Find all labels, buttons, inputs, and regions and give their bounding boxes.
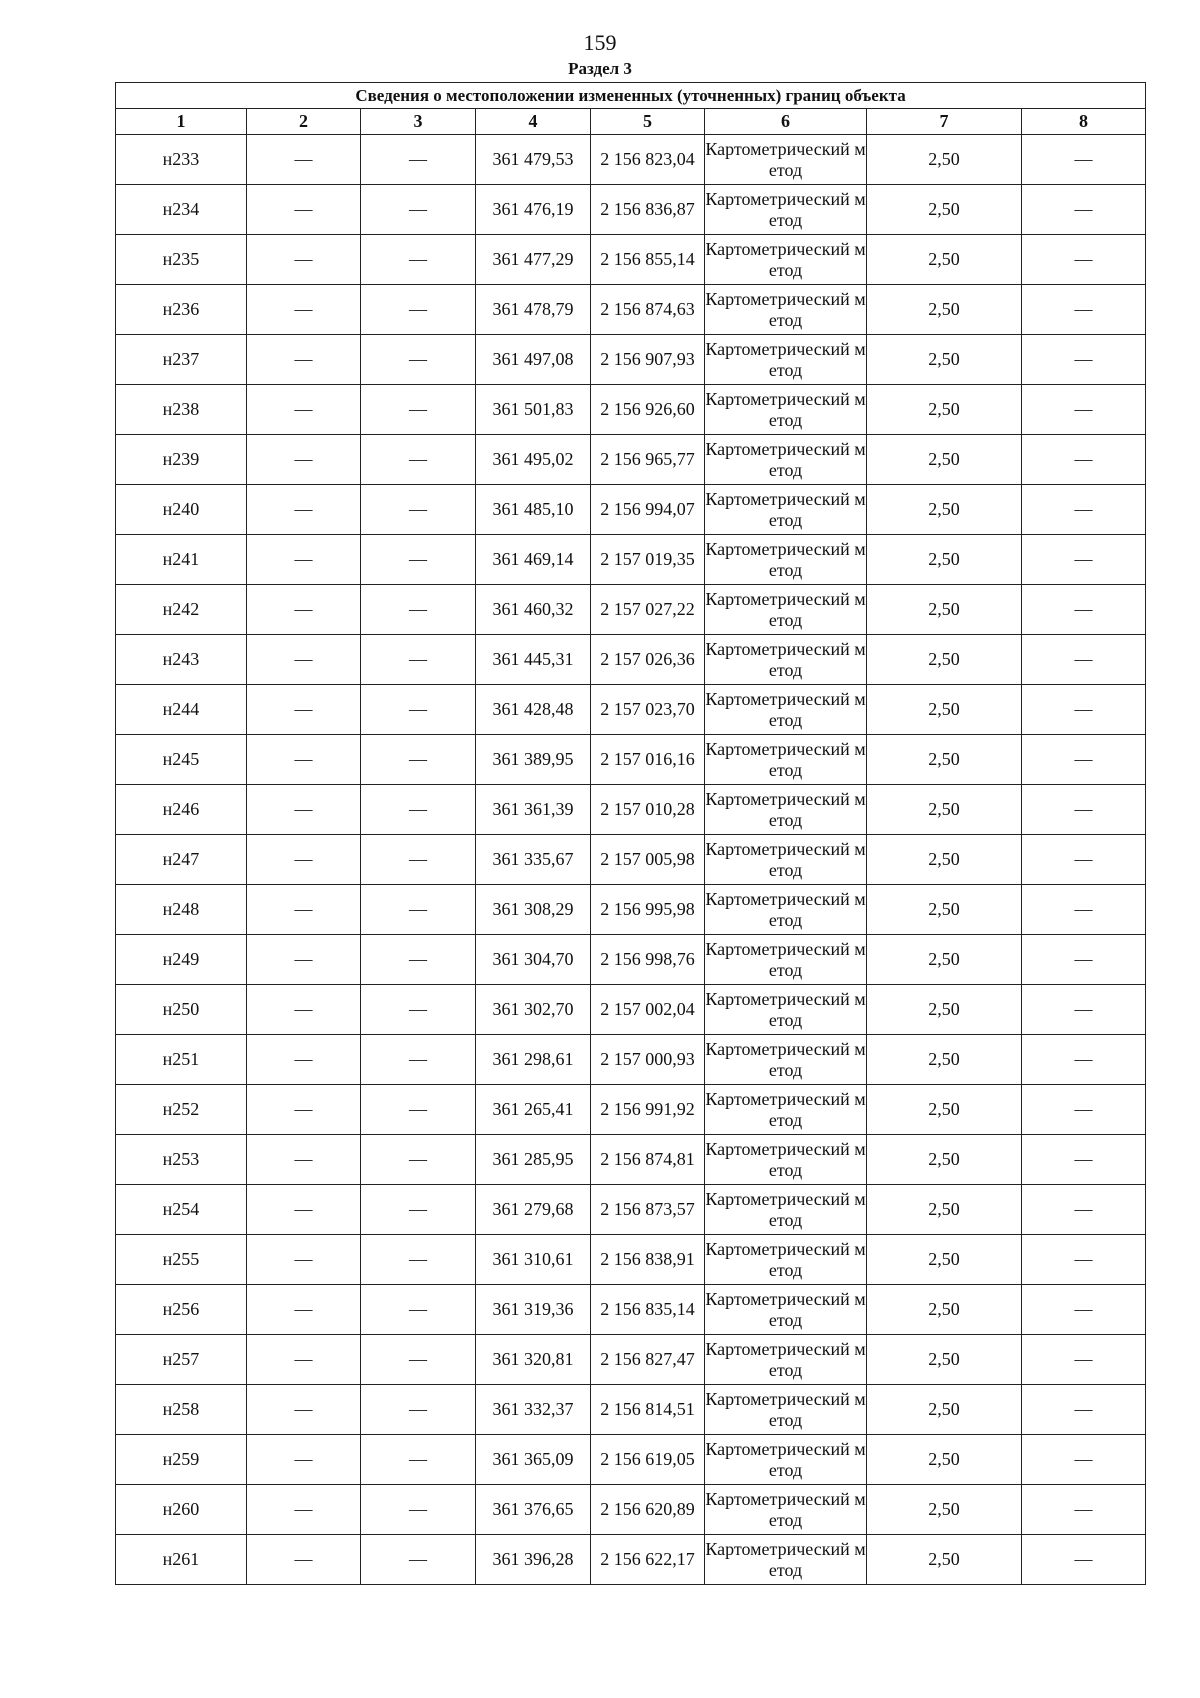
method-cell: Картометрический метод [705,885,867,935]
empty-value-cell: — [247,1035,361,1085]
empty-value-cell: — [361,1485,476,1535]
point-number-cell: н257 [116,1335,247,1385]
y-coordinate-cell: 2 156 823,04 [591,135,705,185]
method-cell: Картометрический метод [705,435,867,485]
table-row [116,335,1146,385]
x-coordinate-cell: 361 320,81 [476,1335,591,1385]
accuracy-cell: 2,50 [867,535,1022,585]
point-number-cell: н242 [116,585,247,635]
x-coordinate-cell: 361 335,67 [476,835,591,885]
empty-value-cell: — [361,385,476,435]
empty-value-cell: — [247,1385,361,1435]
method-cell: Картометрический метод [705,135,867,185]
empty-value-cell: — [247,885,361,935]
empty-value-cell: — [1022,585,1146,635]
empty-value-cell: — [361,935,476,985]
empty-value-cell: — [1022,235,1146,285]
empty-value-cell: — [1022,1435,1146,1485]
table-row [116,735,1146,785]
x-coordinate-cell: 361 469,14 [476,535,591,585]
accuracy-cell: 2,50 [867,1335,1022,1385]
empty-value-cell: — [247,1135,361,1185]
empty-value-cell: — [247,785,361,835]
page-number: 159 [583,30,617,55]
table-row [116,1035,1146,1085]
table-row [116,1435,1146,1485]
point-number-cell: н240 [116,485,247,535]
accuracy-cell: 2,50 [867,1035,1022,1085]
accuracy-cell: 2,50 [867,1185,1022,1235]
y-coordinate-cell: 2 156 827,47 [591,1335,705,1385]
y-coordinate-cell: 2 156 814,51 [591,1385,705,1435]
empty-value-cell: — [247,685,361,735]
accuracy-cell: 2,50 [867,985,1022,1035]
y-coordinate-cell: 2 156 855,14 [591,235,705,285]
empty-value-cell: — [361,435,476,485]
empty-value-cell: — [361,885,476,935]
empty-value-cell: — [1022,1535,1146,1585]
table-row [116,385,1146,435]
empty-value-cell: — [247,1285,361,1335]
point-number-cell: н237 [116,335,247,385]
empty-value-cell: — [1022,935,1146,985]
table-row [116,885,1146,935]
point-number-cell: н253 [116,1135,247,1185]
point-number-cell: н261 [116,1535,247,1585]
empty-value-cell: — [247,585,361,635]
column-header: 2 [247,109,361,135]
empty-value-cell: — [361,1235,476,1285]
point-number-cell: н255 [116,1235,247,1285]
empty-value-cell: — [247,985,361,1035]
table-row [116,1185,1146,1235]
y-coordinate-cell: 2 157 026,36 [591,635,705,685]
method-cell: Картометрический метод [705,385,867,435]
method-cell: Картометрический метод [705,285,867,335]
empty-value-cell: — [247,1485,361,1535]
empty-value-cell: — [1022,785,1146,835]
empty-value-cell: — [247,285,361,335]
empty-value-cell: — [361,735,476,785]
y-coordinate-cell: 2 156 619,05 [591,1435,705,1485]
accuracy-cell: 2,50 [867,935,1022,985]
method-cell: Картометрический метод [705,185,867,235]
empty-value-cell: — [1022,635,1146,685]
method-cell: Картометрический метод [705,685,867,735]
table-row [116,1135,1146,1185]
point-number-cell: н259 [116,1435,247,1485]
x-coordinate-cell: 361 298,61 [476,1035,591,1085]
empty-value-cell: — [361,185,476,235]
empty-value-cell: — [247,1235,361,1285]
empty-value-cell: — [1022,135,1146,185]
point-number-cell: н238 [116,385,247,435]
empty-value-cell: — [361,135,476,185]
point-number-cell: н236 [116,285,247,335]
y-coordinate-cell: 2 157 005,98 [591,835,705,885]
x-coordinate-cell: 361 285,95 [476,1135,591,1185]
point-number-cell: н250 [116,985,247,1035]
y-coordinate-cell: 2 157 002,04 [591,985,705,1035]
empty-value-cell: — [247,1085,361,1135]
y-coordinate-cell: 2 157 000,93 [591,1035,705,1085]
accuracy-cell: 2,50 [867,835,1022,885]
accuracy-cell: 2,50 [867,635,1022,685]
empty-value-cell: — [247,1535,361,1585]
point-number-cell: н249 [116,935,247,985]
empty-value-cell: — [1022,1135,1146,1185]
x-coordinate-cell: 361 304,70 [476,935,591,985]
method-cell: Картометрический метод [705,985,867,1035]
method-cell: Картометрический метод [705,935,867,985]
y-coordinate-cell: 2 156 838,91 [591,1235,705,1285]
point-number-cell: н241 [116,535,247,585]
empty-value-cell: — [361,1035,476,1085]
method-cell: Картометрический метод [705,535,867,585]
table-row [116,985,1146,1035]
table-body [116,135,1146,1585]
column-header: 6 [705,109,867,135]
empty-value-cell: — [1022,1235,1146,1285]
accuracy-cell: 2,50 [867,735,1022,785]
empty-value-cell: — [247,385,361,435]
method-cell: Картометрический метод [705,835,867,885]
point-number-cell: н234 [116,185,247,235]
accuracy-cell: 2,50 [867,785,1022,835]
point-number-cell: н247 [116,835,247,885]
empty-value-cell: — [1022,185,1146,235]
table-row [116,835,1146,885]
method-cell: Картометрический метод [705,485,867,535]
accuracy-cell: 2,50 [867,1385,1022,1435]
x-coordinate-cell: 361 501,83 [476,385,591,435]
table-row [116,1535,1146,1585]
point-number-cell: н235 [116,235,247,285]
empty-value-cell: — [361,1435,476,1485]
empty-value-cell: — [361,585,476,635]
y-coordinate-cell: 2 157 019,35 [591,535,705,585]
column-header: 4 [476,109,591,135]
accuracy-cell: 2,50 [867,885,1022,935]
empty-value-cell: — [247,535,361,585]
empty-value-cell: — [1022,735,1146,785]
table-row [116,685,1146,735]
empty-value-cell: — [247,1185,361,1235]
x-coordinate-cell: 361 389,95 [476,735,591,785]
empty-value-cell: — [361,1385,476,1435]
y-coordinate-cell: 2 156 965,77 [591,435,705,485]
method-cell: Картометрический метод [705,1035,867,1085]
empty-value-cell: — [1022,1285,1146,1335]
y-coordinate-cell: 2 156 836,87 [591,185,705,235]
table-row [116,1485,1146,1535]
point-number-cell: н251 [116,1035,247,1085]
section-title: Раздел 3 [568,59,632,78]
table-row [116,785,1146,835]
y-coordinate-cell: 2 157 027,22 [591,585,705,635]
empty-value-cell: — [1022,385,1146,435]
empty-value-cell: — [247,435,361,485]
table-row [116,135,1146,185]
empty-value-cell: — [361,635,476,685]
x-coordinate-cell: 361 445,31 [476,635,591,685]
empty-value-cell: — [1022,1185,1146,1235]
empty-value-cell: — [1022,685,1146,735]
empty-value-cell: — [361,1135,476,1185]
table-row [116,585,1146,635]
empty-value-cell: — [1022,885,1146,935]
x-coordinate-cell: 361 310,61 [476,1235,591,1285]
x-coordinate-cell: 361 376,65 [476,1485,591,1535]
y-coordinate-cell: 2 156 995,98 [591,885,705,935]
x-coordinate-cell: 361 308,29 [476,885,591,935]
table-row [116,1335,1146,1385]
empty-value-cell: — [1022,335,1146,385]
y-coordinate-cell: 2 156 994,07 [591,485,705,535]
accuracy-cell: 2,50 [867,285,1022,335]
y-coordinate-cell: 2 156 874,63 [591,285,705,335]
column-header: 3 [361,109,476,135]
table-caption-row [116,83,1146,109]
method-cell: Картометрический метод [705,1285,867,1335]
boundary-coordinates-table [115,82,1146,1585]
empty-value-cell: — [361,485,476,535]
empty-value-cell: — [1022,985,1146,1035]
table-row [116,235,1146,285]
empty-value-cell: — [1022,1035,1146,1085]
y-coordinate-cell: 2 156 991,92 [591,1085,705,1135]
accuracy-cell: 2,50 [867,685,1022,735]
empty-value-cell: — [247,1435,361,1485]
x-coordinate-cell: 361 361,39 [476,785,591,835]
x-coordinate-cell: 361 265,41 [476,1085,591,1135]
method-cell: Картометрический метод [705,1535,867,1585]
table-row [116,1285,1146,1335]
method-cell: Картометрический метод [705,1135,867,1185]
empty-value-cell: — [361,335,476,385]
column-header-row [116,109,1146,135]
table-row [116,485,1146,535]
empty-value-cell: — [247,335,361,385]
accuracy-cell: 2,50 [867,135,1022,185]
empty-value-cell: — [361,835,476,885]
x-coordinate-cell: 361 497,08 [476,335,591,385]
x-coordinate-cell: 361 460,32 [476,585,591,635]
column-header: 1 [116,109,247,135]
x-coordinate-cell: 361 479,53 [476,135,591,185]
empty-value-cell: — [1022,835,1146,885]
empty-value-cell: — [247,1335,361,1385]
point-number-cell: н260 [116,1485,247,1535]
table-row [116,1385,1146,1435]
empty-value-cell: — [1022,1085,1146,1135]
point-number-cell: н248 [116,885,247,935]
x-coordinate-cell: 361 478,79 [476,285,591,335]
y-coordinate-cell: 2 156 622,17 [591,1535,705,1585]
accuracy-cell: 2,50 [867,185,1022,235]
table-row [116,1085,1146,1135]
method-cell: Картометрический метод [705,1335,867,1385]
empty-value-cell: — [361,235,476,285]
accuracy-cell: 2,50 [867,1135,1022,1185]
point-number-cell: н254 [116,1185,247,1235]
column-header: 5 [591,109,705,135]
empty-value-cell: — [361,1285,476,1335]
column-header: 8 [1022,109,1146,135]
y-coordinate-cell: 2 156 874,81 [591,1135,705,1185]
empty-value-cell: — [1022,1385,1146,1435]
x-coordinate-cell: 361 279,68 [476,1185,591,1235]
x-coordinate-cell: 361 485,10 [476,485,591,535]
empty-value-cell: — [1022,485,1146,535]
y-coordinate-cell: 2 156 926,60 [591,385,705,435]
table-row [116,535,1146,585]
empty-value-cell: — [247,835,361,885]
point-number-cell: н256 [116,1285,247,1335]
empty-value-cell: — [1022,535,1146,585]
x-coordinate-cell: 361 476,19 [476,185,591,235]
x-coordinate-cell: 361 365,09 [476,1435,591,1485]
x-coordinate-cell: 361 302,70 [476,985,591,1035]
point-number-cell: н258 [116,1385,247,1435]
method-cell: Картометрический метод [705,1385,867,1435]
table-row [116,935,1146,985]
empty-value-cell: — [361,1085,476,1135]
empty-value-cell: — [247,135,361,185]
accuracy-cell: 2,50 [867,1285,1022,1335]
x-coordinate-cell: 361 477,29 [476,235,591,285]
empty-value-cell: — [1022,1335,1146,1385]
x-coordinate-cell: 361 396,28 [476,1535,591,1585]
point-number-cell: н252 [116,1085,247,1135]
x-coordinate-cell: 361 332,37 [476,1385,591,1435]
y-coordinate-cell: 2 156 873,57 [591,1185,705,1235]
y-coordinate-cell: 2 156 835,14 [591,1285,705,1335]
accuracy-cell: 2,50 [867,1085,1022,1135]
method-cell: Картометрический метод [705,335,867,385]
table-row [116,185,1146,235]
point-number-cell: н243 [116,635,247,685]
empty-value-cell: — [361,1535,476,1585]
y-coordinate-cell: 2 157 010,28 [591,785,705,835]
method-cell: Картометрический метод [705,785,867,835]
empty-value-cell: — [1022,285,1146,335]
accuracy-cell: 2,50 [867,1435,1022,1485]
accuracy-cell: 2,50 [867,1535,1022,1585]
accuracy-cell: 2,50 [867,385,1022,435]
point-number-cell: н245 [116,735,247,785]
method-cell: Картометрический метод [705,1435,867,1485]
accuracy-cell: 2,50 [867,435,1022,485]
accuracy-cell: 2,50 [867,1235,1022,1285]
accuracy-cell: 2,50 [867,485,1022,535]
accuracy-cell: 2,50 [867,335,1022,385]
empty-value-cell: — [247,735,361,785]
method-cell: Картометрический метод [705,635,867,685]
y-coordinate-cell: 2 156 620,89 [591,1485,705,1535]
y-coordinate-cell: 2 156 998,76 [591,935,705,985]
method-cell: Картометрический метод [705,1235,867,1285]
table-row [116,435,1146,485]
method-cell: Картометрический метод [705,585,867,635]
method-cell: Картометрический метод [705,1485,867,1535]
empty-value-cell: — [361,1335,476,1385]
point-number-cell: н244 [116,685,247,735]
x-coordinate-cell: 361 495,02 [476,435,591,485]
point-number-cell: н233 [116,135,247,185]
empty-value-cell: — [247,635,361,685]
empty-value-cell: — [361,785,476,835]
accuracy-cell: 2,50 [867,1485,1022,1535]
column-header: 7 [867,109,1022,135]
empty-value-cell: — [361,985,476,1035]
empty-value-cell: — [247,485,361,535]
y-coordinate-cell: 2 157 023,70 [591,685,705,735]
table-caption: Сведения о местоположении измененных (уточненных) границ объекта [116,83,1146,109]
empty-value-cell: — [361,685,476,735]
y-coordinate-cell: 2 157 016,16 [591,735,705,785]
empty-value-cell: — [1022,435,1146,485]
empty-value-cell: — [361,1185,476,1235]
x-coordinate-cell: 361 428,48 [476,685,591,735]
empty-value-cell: — [247,935,361,985]
y-coordinate-cell: 2 156 907,93 [591,335,705,385]
accuracy-cell: 2,50 [867,235,1022,285]
table-row [116,1235,1146,1285]
point-number-cell: н246 [116,785,247,835]
empty-value-cell: — [361,285,476,335]
method-cell: Картометрический метод [705,235,867,285]
empty-value-cell: — [247,185,361,235]
table-row [116,285,1146,335]
x-coordinate-cell: 361 319,36 [476,1285,591,1335]
method-cell: Картометрический метод [705,1185,867,1235]
point-number-cell: н239 [116,435,247,485]
method-cell: Картометрический метод [705,735,867,785]
empty-value-cell: — [247,235,361,285]
empty-value-cell: — [1022,1485,1146,1535]
method-cell: Картометрический метод [705,1085,867,1135]
empty-value-cell: — [361,535,476,585]
table-row [116,635,1146,685]
accuracy-cell: 2,50 [867,585,1022,635]
